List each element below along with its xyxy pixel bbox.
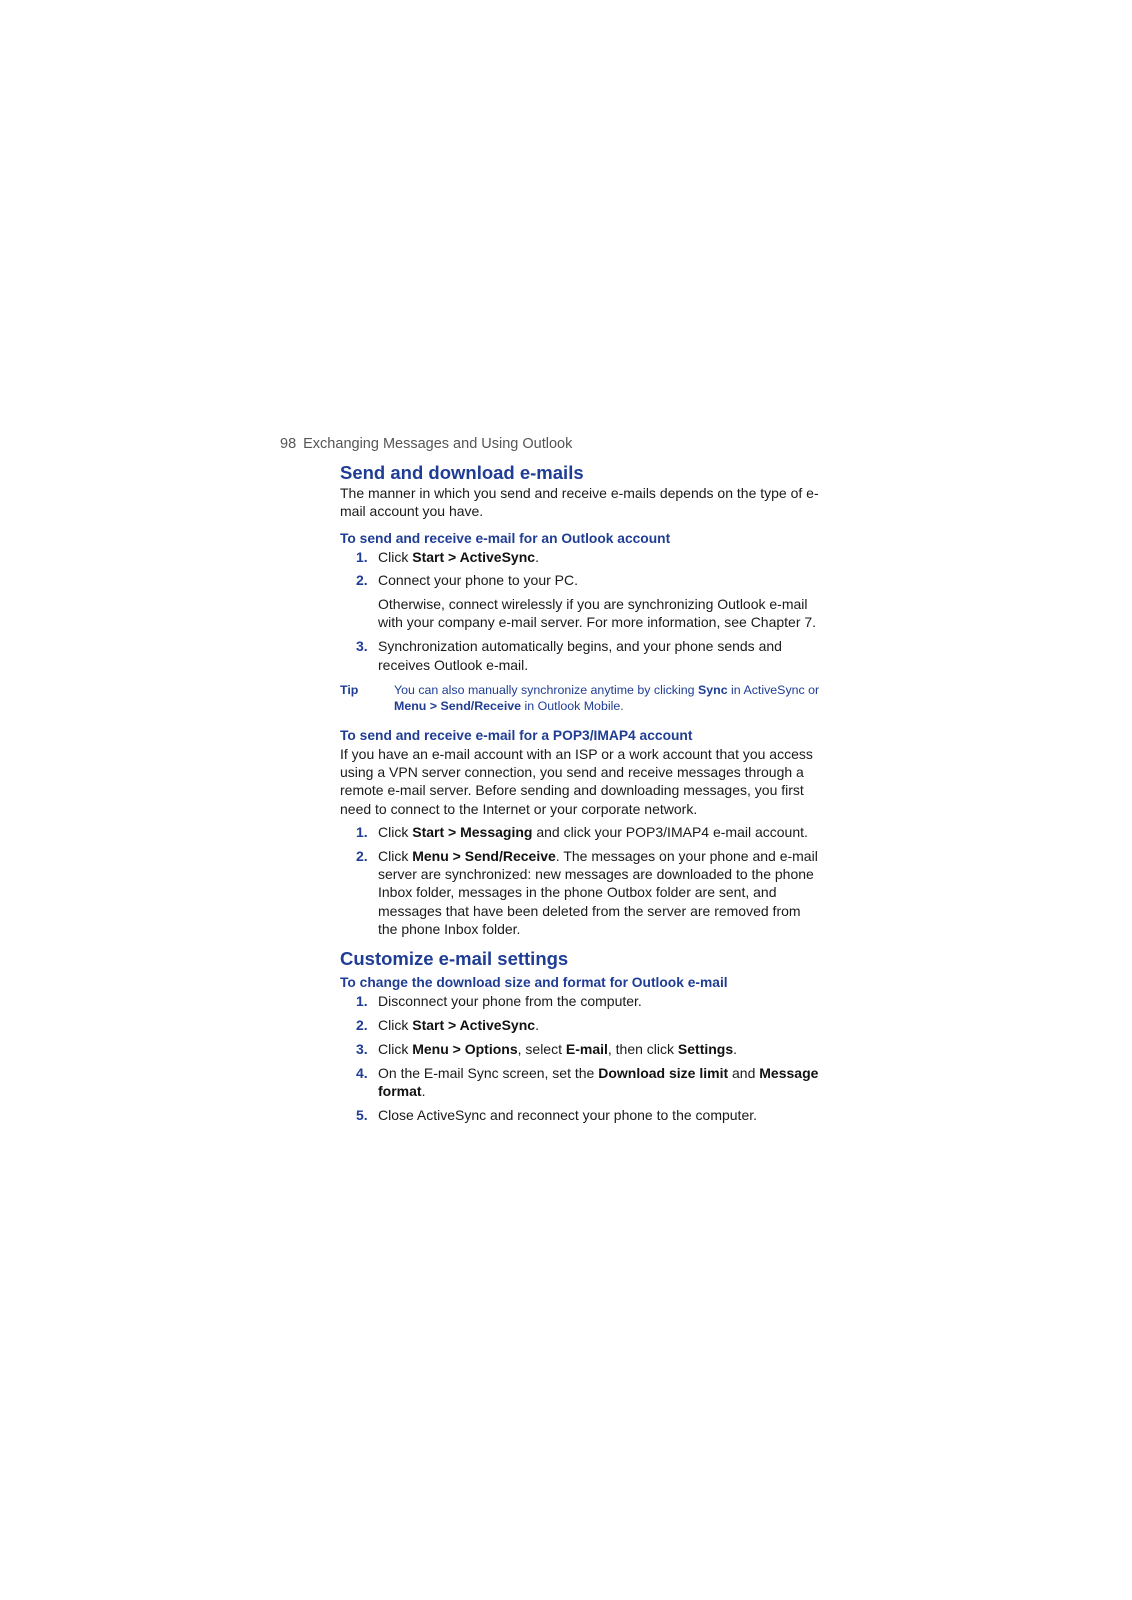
menu-path: Start > ActiveSync (412, 1017, 536, 1034)
procedure-heading-download-size: To change the download size and format for Outlook e-mail (340, 975, 728, 991)
procedure-heading-pop3: To send and receive e-mail for a POP3/IMAP4 account (340, 727, 693, 743)
section-title-customize: Customize e-mail settings (340, 948, 569, 970)
list-item: 2. Click Menu > Send/Receive. The messages on your phone and e-mail server are synchronized: new messages are downloaded to the phone Inbox folder, messages in the phone Outbox folder are sent, and messages that have been deleted from the server are removed from the phone Inbox folder. (356, 847, 818, 938)
menu-path: Start > ActiveSync (412, 548, 536, 565)
step-number: 5. (356, 1106, 368, 1123)
list-item: 5. Close ActiveSync and reconnect your phone to the computer. (356, 1106, 758, 1123)
menu-path: Start > Messaging (412, 824, 533, 841)
page-content (340, 462, 820, 1130)
list-item: 1. Click Start > Messaging and click your POP3/IMAP4 e-mail account. (356, 824, 808, 841)
list-item: 1. Click Start > ActiveSync. (356, 548, 539, 565)
list-item: 1. Disconnect your phone from the computer. (356, 993, 642, 1010)
list-item: 4. On the E-mail Sync screen, set the Download size limit and Message format. (356, 1064, 819, 1100)
pop3-steps-list (340, 823, 820, 938)
menu-path: Menu > Options (412, 1040, 518, 1057)
step-note: Otherwise, connect wirelessly if you are synchronizing Outlook e-mail with your company e-mail server. For more information, see Chapter 7. (378, 596, 817, 631)
step-number: 3. (356, 638, 368, 655)
step-number: 2. (356, 847, 368, 864)
step-number: 4. (356, 1064, 368, 1081)
step-number: 2. (356, 572, 368, 589)
step-number: 3. (356, 1040, 368, 1057)
outlook-steps-list (340, 548, 820, 674)
tip-label: Tip (340, 682, 359, 697)
section-title-send-download: Send and download e-mails (340, 462, 584, 483)
page-header (280, 436, 572, 452)
step-number: 1. (356, 824, 368, 841)
list-item: 2. Click Start > ActiveSync. (356, 1017, 539, 1034)
list-item: 2. Connect your phone to your PC. Otherwise, connect wirelessly if you are synchronizing Outlook e-mail with your company e-mail server. For more information, see Chapter 7. (340, 571, 820, 631)
list-item: 3. Synchronization automatically begins, and your phone sends and receives Outlook e-mail. (356, 638, 782, 673)
list-item: 3. Click Menu > Options, select E-mail, then click Settings. (356, 1040, 738, 1057)
page-number: 98 (280, 436, 297, 452)
customize-steps-list (340, 992, 820, 1124)
procedure-heading-outlook: To send and receive e-mail for an Outlook account (340, 530, 671, 546)
chapter-title: Exchanging Messages and Using Outlook (303, 436, 573, 452)
step-number: 1. (356, 993, 368, 1010)
pop3-intro: If you have an e-mail account with an ISP or a work account that you access using a VPN server connection, you send and receive messages through a remote e-mail server. Before sending and downloading messages, you first need to connect to the Internet or your corporate network. (340, 745, 813, 817)
step-number: 1. (356, 548, 368, 565)
step-number: 2. (356, 1017, 368, 1034)
menu-path: Menu > Send/Receive (412, 847, 556, 864)
section-intro: The manner in which you send and receive e-mails depends on the type of e-mail account you have. (340, 485, 819, 520)
tip-note: Tip You can also manually synchronize anytime by clicking Sync in ActiveSync or Menu > Send/Receive in Outlook Mobile. (340, 682, 820, 713)
